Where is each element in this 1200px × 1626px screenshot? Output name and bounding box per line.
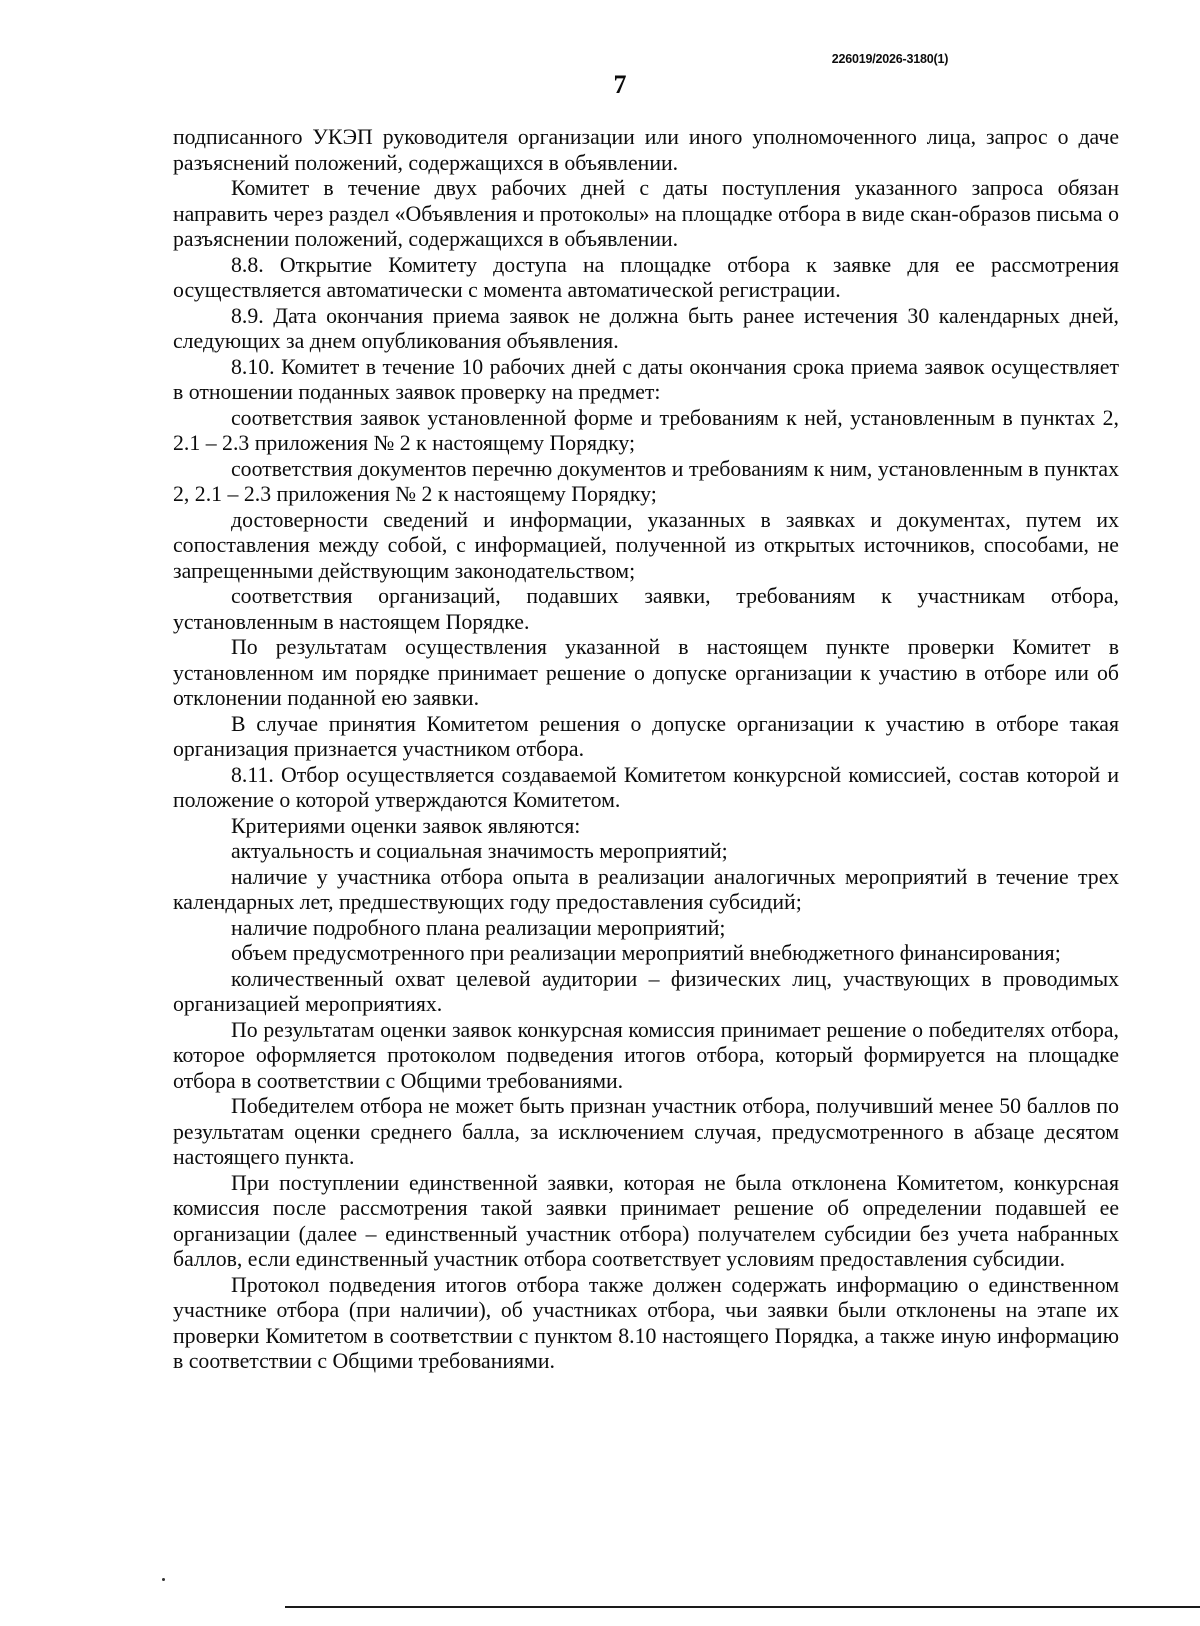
- criterion-plan: наличие подробного плана реализации мероприятий;: [231, 915, 726, 940]
- paragraph-admission: В случае принятия Комитетом решения о допуске организации к участию в отборе такая организация признается участником отбора.: [173, 711, 1119, 761]
- paragraph-8-8: 8.8. Открытие Комитету доступа на площадке отбора к заявке для ее рассмотрения осуществляется автоматически с момента автоматической регистрации.: [173, 252, 1119, 302]
- page-number: 7: [613, 70, 627, 99]
- paragraph-8-11: 8.11. Отбор осуществляется создаваемой Комитетом конкурсной комиссией, состав которой и положение о которой утверждаются Комитетом.: [173, 762, 1119, 812]
- scan-artifact-dot: [162, 1578, 165, 1581]
- criterion-audience-coverage: количественный охват целевой аудитории – физических лиц, участвующих в проводимых организацией мероприятиях.: [173, 966, 1119, 1016]
- list-item-organization-compliance: соответствия организаций, подавших заявки, требованиям к участникам отбора, установленным в настоящем Порядке.: [173, 584, 1119, 634]
- criterion-relevance: актуальность и социальная значимость мероприятий;: [231, 839, 728, 863]
- document-body: [173, 125, 1119, 1375]
- paragraph-8-9: 8.9. Дата окончания приема заявок не должна быть ранее истечения 30 календарных дней, следующих за днем опубликования объявления.: [173, 303, 1119, 353]
- paragraph-protocol-contents: Протокол подведения итогов отбора также должен содержать информацию о единственном участнике отбора (при наличии), об участниках отбора, чьи заявки были отклонены на этапе их проверки Комитетом в соответствии с пунктом 8.10 настоящего Порядка, а также иную информацию в соответствии с Общими требованиями.: [173, 1272, 1119, 1373]
- document-registration-number: 226019/2026-3180(1): [831, 52, 949, 66]
- criterion-experience: наличие у участника отбора опыта в реализации аналогичных мероприятий в течение трех календарных лет, предшествующих году предоставления субсидий;: [173, 864, 1119, 914]
- list-item-form-compliance: соответствия заявок установленной форме и требованиям к ней, установленным в пунктах 2, 2.1 – 2.3 приложения № 2 к настоящему Порядку;: [173, 405, 1119, 455]
- paragraph-evaluation-results: По результатам оценки заявок конкурсная комиссия принимает решение о победителях отбора, которое оформляется протоколом подведения итогов отбора, который формируется на площадке отбора в соответствии с Общими требованиями.: [173, 1017, 1119, 1093]
- paragraph-8-10: 8.10. Комитет в течение 10 рабочих дней с даты окончания срока приема заявок осуществляет в отношении поданных заявок проверку на предмет:: [173, 354, 1119, 404]
- paragraph-check-results: По результатам осуществления указанной в настоящем пункте проверки Комитет в установленном им порядке принимает решение о допуске организации к участию в отборе или об отклонении поданной ею заявки.: [173, 635, 1119, 710]
- list-item-information-reliability: достоверности сведений и информации, указанных в заявках и документах, путем их сопоставления между собой, с информацией, полученной из открытых источников, способами, не запрещенными действующим законодательством;: [173, 507, 1119, 583]
- paragraph-criteria-heading: Критериями оценки заявок являются:: [231, 813, 581, 838]
- criterion-extrabudgetary-funding: объем предусмотренного при реализации мероприятий внебюджетного финансирования;: [231, 941, 1061, 965]
- scan-bottom-edge: [285, 1606, 1200, 1608]
- paragraph-single-application: При поступлении единственной заявки, которая не была отклонена Комитетом, конкурсная комиссия после рассмотрения такой заявки принимает решение об определении подавшей ее организации (далее – единственный участник отбора) получателем субсидии без учета набранных баллов, если единственный участник отбора соответствует условиям предоставления субсидии.: [173, 1170, 1119, 1271]
- paragraph-continuation: подписанного УКЭП руководителя организации или иного уполномоченного лица, запрос о даче разъяснений положений, содержащихся в объявлении.: [173, 125, 1119, 175]
- list-item-documents-compliance: соответствия документов перечню документов и требованиям к ним, установленным в пунктах 2, 2.1 – 2.3 приложения № 2 к настоящему Порядку;: [173, 456, 1119, 506]
- paragraph-minimum-score: Победителем отбора не может быть признан участник отбора, получивший менее 50 баллов по результатам оценки среднего балла, за исключением случая, предусмотренного в абзаце десятом настоящего пункта.: [173, 1094, 1119, 1169]
- paragraph-committee-response: Комитет в течение двух рабочих дней с даты поступления указанного запроса обязан направить через раздел «Объявления и протоколы» на площадке отбора в виде скан-образов письма о разъяснении положений, содержащихся в объявлении.: [173, 176, 1119, 251]
